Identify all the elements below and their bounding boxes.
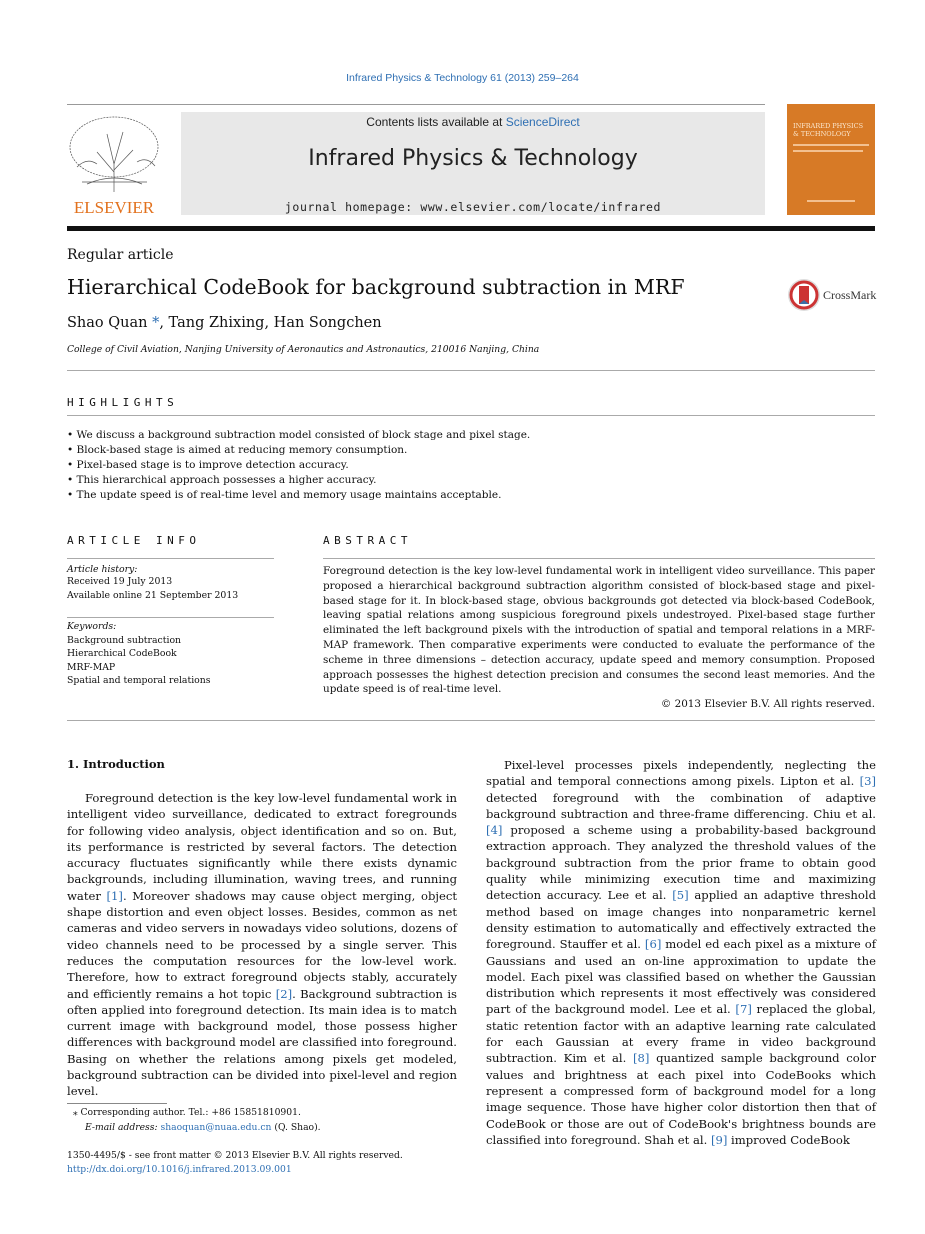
journal-reference[interactable]: Infrared Physics & Technology 61 (2013) 259–264 <box>346 72 579 84</box>
section-rule <box>67 558 274 559</box>
highlight-item: • We discuss a background subtraction model consisted of block stage and pixel stage. <box>67 428 530 443</box>
author-list <box>67 315 382 331</box>
doi-link[interactable]: http://dx.doi.org/10.1016/j.infrared.2013.09.001 <box>67 1164 292 1175</box>
crossmark-label[interactable]: CrossMark <box>823 288 877 302</box>
cover-line <box>807 200 855 202</box>
section-rule <box>67 415 875 416</box>
highlight-item: • The update speed is of real-time level and memory usage maintains acceptable. <box>67 488 530 503</box>
journal-cover-thumbnail[interactable] <box>787 104 875 215</box>
reference-link[interactable]: [6] <box>644 937 662 952</box>
journal-masthead <box>181 112 765 215</box>
contents-line: Contents lists available at ScienceDirect <box>366 115 580 129</box>
elsevier-tree-logo <box>67 112 162 217</box>
sciencedirect-link[interactable]: ScienceDirect <box>505 115 580 129</box>
highlight-item: • Pixel-based stage is to improve detection accuracy. <box>67 458 530 473</box>
section-rule <box>323 558 875 559</box>
available-date: Available online 21 September 2013 <box>67 590 239 601</box>
highlights-heading: HIGHLIGHTS <box>67 396 179 409</box>
top-rule <box>67 104 765 105</box>
other-authors: , Tang Zhixing, Han Songchen <box>159 315 382 331</box>
reference-link[interactable]: [9] <box>710 1132 728 1147</box>
footnote-rule <box>67 1103 167 1104</box>
reference-link[interactable]: [5] <box>672 888 689 903</box>
article-info-heading: ARTICLE INFO <box>67 534 201 547</box>
cover-line <box>793 144 869 146</box>
cover-line <box>793 150 863 152</box>
elsevier-wordmark: ELSEVIER <box>73 198 155 217</box>
email-link[interactable]: shaoquan@nuaa.edu.cn <box>160 1122 272 1133</box>
abstract-heading: ABSTRACT <box>323 534 412 547</box>
section-rule <box>67 720 875 721</box>
reference-link[interactable]: [7] <box>735 1002 752 1017</box>
section-rule <box>67 370 875 371</box>
keyword: Spatial and temporal relations <box>67 674 211 686</box>
article-type: Regular article <box>67 247 174 263</box>
keywords-label: Keywords: <box>67 621 117 632</box>
reference-link[interactable]: [2] <box>275 986 293 1001</box>
abstract-text: Foreground detection is the key low-level fundamental work in intelligent video surveillance. This paper proposed a hierarchical background subtraction algorithm consisted of block-based stage and pixel-based stage for it. In block-based stage, obvious backgrounds got detected via block-based CodeBook, leaving spatial relations among suspicious foreground pixels undestroyed. Pixel-based stage further eliminated the left background pixels with the introduction of spatial and temporal relations in a MRF-MAP framework. Then comparative experiments were conducted to evaluate the performance of the scheme in three dimensions – detection accuracy, update speed and memory consumption. Proposed approach possesses the highest detection precision and consumes the second least memories. And the update speed is of real-time level. <box>323 565 875 696</box>
header-thick-rule <box>67 226 875 231</box>
affiliation: College of Civil Aviation, Nanjing University of Aeronautics and Astronautics, 210016 Nanjing, China <box>67 344 540 355</box>
keyword: Hierarchical CodeBook <box>67 648 177 660</box>
abstract-copyright: © 2013 Elsevier B.V. All rights reserved. <box>660 698 875 710</box>
corresponding-author-footnote: ⁎ Corresponding author. Tel.: +86 15851810901. <box>73 1107 301 1118</box>
article-title: Hierarchical CodeBook for background subtraction in MRF <box>67 275 685 299</box>
cover-title: INFRARED PHYSICS & TECHNOLOGY <box>793 122 864 138</box>
journal-title: Infrared Physics & Technology <box>308 146 638 171</box>
reference-link[interactable]: [3] <box>859 774 876 789</box>
highlight-item: • This hierarchical approach possesses a higher accuracy. <box>67 473 530 488</box>
reference-link[interactable]: [8] <box>632 1051 650 1066</box>
keyword: MRF-MAP <box>67 661 116 673</box>
author-name: Shao Quan <box>67 315 148 331</box>
intro-right-column: Pixel-level processes pixels independently, neglecting the spatial and temporal connections among pixels. Lipton et al. [3] detected foreground with the combination of adaptive background subtraction and three-frame differencing. Chiu et al. [4] proposed a scheme using a probability-based background extraction approach. They analyzed the threshold values of the background subtraction from the prior frame to obtain good quality while minimizing execution time and maximizing detection accuracy. Lee et al. [5] applied an adaptive threshold method based on image changes into nonparametric kernel density estimation to automatically and effectively extracted the foreground. Stauffer et al. [6] model ed each pixel as a mixture of Gaussians and used an on-line approximation to update the model. Each pixel was classified based on whether the Gaussian distribution which represents it most effectively was considered part of the background model. Lee et al. [7] replaced the global, static retention factor with an adaptive learning rate calculated for each Gaussian at every frame in video background subtraction. Kim et al. [8] quantized sample background color values and brightness at each pixel into CodeBooks which represent a compressed form of background model for a long image sequence. Those have higher color distortion then that of CodeBook or those are out of CodeBook's brightness bounds are classified into foreground. Shah et al. [9] improved CodeBook <box>486 758 877 1147</box>
section-rule <box>67 617 274 618</box>
received-date: Received 19 July 2013 <box>67 576 173 587</box>
email-footnote: E-mail address: shaoquan@nuaa.edu.cn (Q. Shao). <box>85 1122 321 1133</box>
highlight-item: • Block-based stage is aimed at reducing memory consumption. <box>67 443 530 458</box>
highlights-list <box>67 428 530 503</box>
issn-line: 1350-4495/$ - see front matter © 2013 Elsevier B.V. All rights reserved. <box>67 1150 403 1161</box>
keywords-list <box>67 634 211 687</box>
crossmark-icon[interactable] <box>787 278 821 312</box>
reference-link[interactable]: [1] <box>106 888 123 903</box>
article-history-label: Article history: <box>67 564 138 575</box>
reference-link[interactable]: [4] <box>486 823 503 838</box>
journal-homepage[interactable]: journal homepage: www.elsevier.com/locate/infrared <box>284 200 662 214</box>
corresponding-author-mark[interactable]: * <box>152 315 160 331</box>
intro-left-column: Foreground detection is the key low-level fundamental work in intelligent video surveillance, dedicated to extract foregrounds for following video analysis, object identification and so on. But, its performance is restricted by several factors. The detection accuracy fluctuates significantly while there exists dynamic backgrounds, including illumination, waving trees, and running water [1]. Moreover shadows may cause object merging, object shape distortion and even object losses. Besides, common as net cameras and video servers in nowadays video solutions, dozens of video channels need to be processed by a single server. This reduces the computation resources for the low-level work. Therefore, how to extract foreground objects stably, accurately and efficiently remains a hot topic [2]. Background subtraction is often applied into foreground detection. Its main idea is to match current image with background model, those possess higher differences with background model are classified into foreground. Basing on whether the relations among pixels get modeled, background subtraction can be divided into pixel-level and region level. <box>67 791 457 1099</box>
section-heading: 1. Introduction <box>67 757 165 771</box>
keyword: Background subtraction <box>67 635 182 646</box>
